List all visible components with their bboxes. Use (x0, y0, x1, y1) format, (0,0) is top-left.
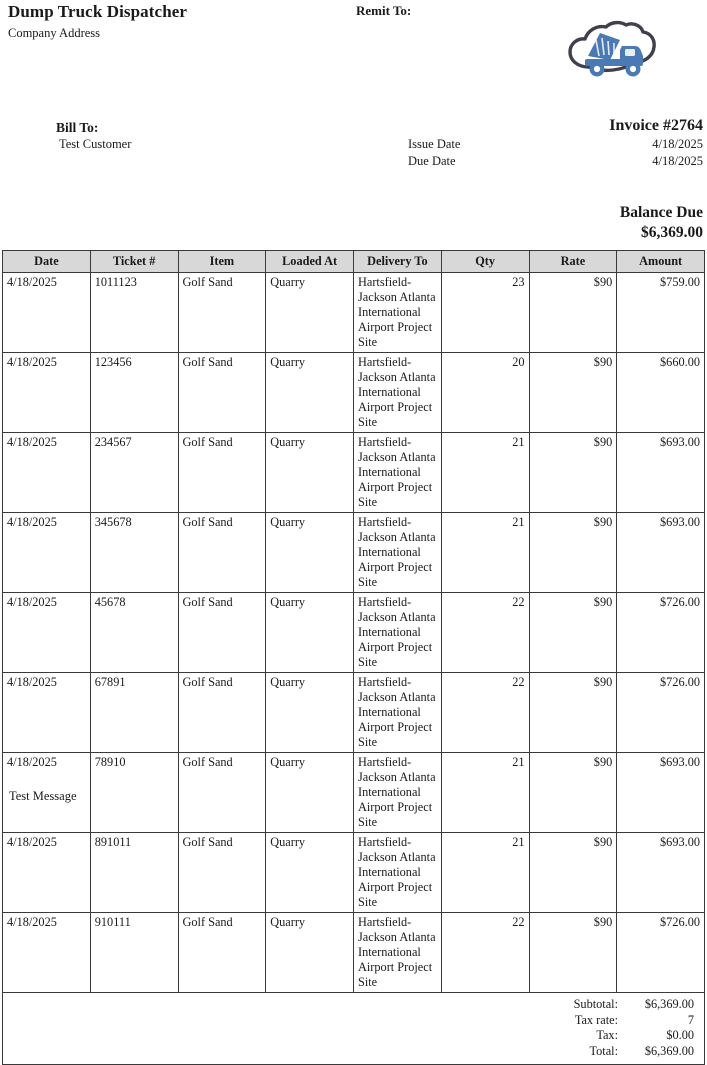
table-row (3, 273, 705, 353)
cell-amount: $759.00 (617, 273, 705, 353)
due-date-label: Due Date (408, 154, 456, 168)
cell-item: Golf Sand (178, 433, 266, 513)
cell-rate: $90 (529, 753, 617, 833)
cell-amount: $693.00 (617, 433, 705, 513)
cell-rate: $90 (529, 673, 617, 753)
cell-date: 4/18/2025 (3, 273, 91, 353)
cell-item: Golf Sand (178, 753, 266, 833)
totals-list (7, 995, 700, 1062)
cell-loaded-at: Quarry (266, 833, 354, 913)
cell-qty: 22 (441, 593, 529, 673)
column-header-ticket: Ticket # (90, 251, 178, 273)
cell-date: 4/18/2025 (3, 353, 91, 433)
cell-delivery-to: Hartsfield-Jackson Atlanta International Airport Project Site (354, 673, 442, 753)
totals-cell (3, 993, 705, 1065)
cell-rate: $90 (529, 913, 617, 993)
total-label: Tax rate: (574, 1012, 618, 1027)
column-header-delivery-to: Delivery To (354, 251, 442, 273)
total-row (7, 1044, 700, 1060)
bill-to-customer-name: Test Customer (59, 137, 132, 151)
cell-ticket: 1011123 (90, 273, 178, 353)
column-header-qty: Qty (441, 251, 529, 273)
invoice-number-and-dates (363, 116, 703, 170)
table-row (3, 513, 705, 593)
cell-amount: $693.00 (617, 753, 705, 833)
cell-rate: $90 (529, 353, 617, 433)
total-value: 7 (687, 1012, 694, 1027)
cell-ticket: 891011 (90, 833, 178, 913)
cell-qty: 22 (441, 673, 529, 753)
cell-amount: $726.00 (617, 593, 705, 673)
bill-to-label: Bill To: (56, 120, 99, 135)
cell-date: 4/18/2025 (3, 913, 91, 993)
due-date-row (363, 153, 703, 170)
total-row (7, 997, 700, 1013)
cell-delivery-to: Hartsfield-Jackson Atlanta International Airport Project Site (354, 273, 442, 353)
invoice-meta-band (0, 100, 707, 250)
cell-date: 4/18/2025 (3, 513, 91, 593)
line-items-table (2, 250, 705, 1065)
cell-delivery-to: Hartsfield-Jackson Atlanta International Airport Project Site (354, 833, 442, 913)
dump-truck-cloud-logo-icon (565, 20, 657, 82)
totals-row (3, 993, 705, 1065)
cell-qty: 20 (441, 353, 529, 433)
cell-qty: 21 (441, 833, 529, 913)
balance-due-label: Balance Due (619, 204, 703, 221)
cell-rate: $90 (529, 513, 617, 593)
cell-amount: $726.00 (617, 913, 705, 993)
cell-item: Golf Sand (178, 673, 266, 753)
cell-rate: $90 (529, 273, 617, 353)
column-header-rate: Rate (529, 251, 617, 273)
footer-message: Test Message (9, 789, 77, 803)
total-label: Total: (589, 1043, 618, 1058)
cell-ticket: 78910 (90, 753, 178, 833)
cell-delivery-to: Hartsfield-Jackson Atlanta International Airport Project Site (354, 593, 442, 673)
cell-loaded-at: Quarry (266, 353, 354, 433)
cell-ticket: 234567 (90, 433, 178, 513)
total-value: $6,369.00 (644, 997, 694, 1011)
cell-qty: 21 (441, 513, 529, 593)
due-date-value: 4/18/2025 (652, 154, 703, 168)
cell-loaded-at: Quarry (266, 593, 354, 673)
cell-loaded-at: Quarry (266, 513, 354, 593)
cell-delivery-to: Hartsfield-Jackson Atlanta International Airport Project Site (354, 753, 442, 833)
cell-item: Golf Sand (178, 833, 266, 913)
cell-amount: $693.00 (617, 833, 705, 913)
cell-ticket: 45678 (90, 593, 178, 673)
cell-qty: 23 (441, 273, 529, 353)
table-row (3, 833, 705, 913)
cell-item: Golf Sand (178, 273, 266, 353)
cell-date: 4/18/2025 (3, 833, 91, 913)
cell-rate: $90 (529, 433, 617, 513)
column-header-loaded-at: Loaded At (266, 251, 354, 273)
total-value: $0.00 (666, 1028, 694, 1042)
cell-loaded-at: Quarry (266, 913, 354, 993)
cell-item: Golf Sand (178, 513, 266, 593)
company-block (8, 2, 187, 41)
total-value: $6,369.00 (644, 1043, 694, 1058)
balance-due-block (620, 203, 703, 243)
cell-qty: 22 (441, 913, 529, 993)
cell-ticket: 345678 (90, 513, 178, 593)
cell-ticket: 123456 (90, 353, 178, 433)
issue-date-row (363, 136, 703, 153)
remit-to-block (356, 3, 411, 19)
cell-delivery-to: Hartsfield-Jackson Atlanta International Airport Project Site (354, 433, 442, 513)
cell-loaded-at: Quarry (266, 433, 354, 513)
table-header-row (3, 251, 705, 273)
cell-date: 4/18/2025 (3, 593, 91, 673)
cell-delivery-to: Hartsfield-Jackson Atlanta International Airport Project Site (354, 353, 442, 433)
bill-to-block (56, 119, 131, 152)
total-label: Subtotal: (573, 997, 618, 1011)
cell-ticket: 67891 (90, 673, 178, 753)
issue-date-label: Issue Date (408, 137, 461, 151)
issue-date-value: 4/18/2025 (652, 137, 703, 151)
table-row (3, 913, 705, 993)
column-header-date: Date (3, 251, 91, 273)
total-row (7, 1013, 700, 1029)
cell-amount: $726.00 (617, 673, 705, 753)
company-name: Dump Truck Dispatcher (8, 2, 188, 21)
cell-item: Golf Sand (178, 353, 266, 433)
cell-loaded-at: Quarry (266, 673, 354, 753)
cell-rate: $90 (529, 593, 617, 673)
line-items-table-head (3, 251, 705, 273)
table-row (3, 753, 705, 833)
balance-due-amount: $6,369.00 (641, 224, 703, 241)
table-row (3, 593, 705, 673)
line-items-table-foot (3, 993, 705, 1065)
cell-qty: 21 (441, 753, 529, 833)
invoice-header (0, 0, 707, 100)
line-items-table-body (3, 273, 705, 993)
cell-amount: $693.00 (617, 513, 705, 593)
invoice-number: Invoice #2764 (609, 117, 703, 134)
table-row (3, 433, 705, 513)
table-row (3, 673, 705, 753)
column-header-amount: Amount (617, 251, 705, 273)
cell-item: Golf Sand (178, 913, 266, 993)
company-address: Company Address (8, 26, 101, 40)
cell-date: 4/18/2025 (3, 753, 91, 833)
cell-date: 4/18/2025 (3, 433, 91, 513)
column-header-item: Item (178, 251, 266, 273)
cell-loaded-at: Quarry (266, 753, 354, 833)
cell-qty: 21 (441, 433, 529, 513)
total-label: Tax: (596, 1028, 618, 1042)
cell-amount: $660.00 (617, 353, 705, 433)
cell-delivery-to: Hartsfield-Jackson Atlanta International Airport Project Site (354, 913, 442, 993)
cell-ticket: 910111 (90, 913, 178, 993)
cell-rate: $90 (529, 833, 617, 913)
cell-loaded-at: Quarry (266, 273, 354, 353)
cell-delivery-to: Hartsfield-Jackson Atlanta International Airport Project Site (354, 513, 442, 593)
remit-to-label: Remit To: (356, 3, 412, 18)
cell-item: Golf Sand (178, 593, 266, 673)
table-row (3, 353, 705, 433)
total-row (7, 1028, 700, 1044)
cell-date: 4/18/2025 (3, 673, 91, 753)
